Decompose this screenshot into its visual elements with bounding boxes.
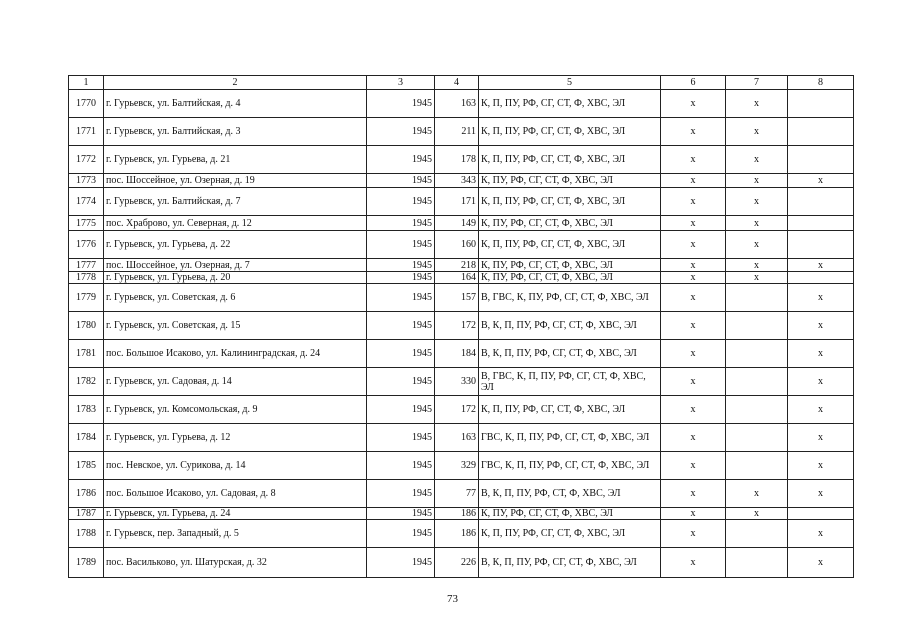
year-cell: 1945 bbox=[367, 259, 435, 272]
mark-col-8: х bbox=[788, 284, 854, 312]
mark-col-7 bbox=[726, 284, 788, 312]
mark-col-8 bbox=[788, 188, 854, 216]
year-cell: 1945 bbox=[367, 146, 435, 174]
year-cell: 1945 bbox=[367, 424, 435, 452]
row-number: 1787 bbox=[69, 508, 104, 520]
mark-col-8: х bbox=[788, 548, 854, 578]
address-cell: пос. Невское, ул. Сурикова, д. 14 bbox=[104, 452, 367, 480]
mark-col-6: х bbox=[661, 312, 726, 340]
area-cell: 218 bbox=[435, 259, 479, 272]
table-row bbox=[69, 508, 854, 520]
column-header: 7 bbox=[726, 76, 788, 90]
column-header: 2 bbox=[104, 76, 367, 90]
systems-cell: ГВС, К, П, ПУ, РФ, СГ, СТ, Ф, ХВС, ЭЛ bbox=[479, 424, 661, 452]
year-cell: 1945 bbox=[367, 312, 435, 340]
row-number: 1775 bbox=[69, 216, 104, 231]
systems-cell: К, П, ПУ, РФ, СГ, СТ, Ф, ХВС, ЭЛ bbox=[479, 146, 661, 174]
table-row bbox=[69, 188, 854, 216]
mark-col-6: х bbox=[661, 284, 726, 312]
address-cell: г. Гурьевск, ул. Гурьева, д. 20 bbox=[104, 272, 367, 284]
year-cell: 1945 bbox=[367, 90, 435, 118]
mark-col-8: х bbox=[788, 340, 854, 368]
area-cell: 330 bbox=[435, 368, 479, 396]
area-cell: 226 bbox=[435, 548, 479, 578]
table-row bbox=[69, 340, 854, 368]
year-cell: 1945 bbox=[367, 480, 435, 508]
mark-col-6: х bbox=[661, 508, 726, 520]
mark-col-8: х bbox=[788, 259, 854, 272]
area-cell: 211 bbox=[435, 118, 479, 146]
mark-col-7: х bbox=[726, 216, 788, 231]
year-cell: 1945 bbox=[367, 118, 435, 146]
systems-cell: К, ПУ, РФ, СГ, СТ, Ф, ХВС, ЭЛ bbox=[479, 216, 661, 231]
systems-cell: В, К, П, ПУ, РФ, СГ, СТ, Ф, ХВС, ЭЛ bbox=[479, 340, 661, 368]
area-cell: 149 bbox=[435, 216, 479, 231]
table-row bbox=[69, 452, 854, 480]
systems-cell: ГВС, К, П, ПУ, РФ, СГ, СТ, Ф, ХВС, ЭЛ bbox=[479, 452, 661, 480]
mark-col-6: х bbox=[661, 231, 726, 259]
row-number: 1789 bbox=[69, 548, 104, 578]
area-cell: 164 bbox=[435, 272, 479, 284]
mark-col-7 bbox=[726, 340, 788, 368]
mark-col-6: х bbox=[661, 272, 726, 284]
mark-col-7 bbox=[726, 548, 788, 578]
address-cell: г. Гурьевск, ул. Гурьева, д. 24 bbox=[104, 508, 367, 520]
mark-col-7 bbox=[726, 520, 788, 548]
mark-col-6: х bbox=[661, 424, 726, 452]
systems-cell: К, П, ПУ, РФ, СГ, СТ, Ф, ХВС, ЭЛ bbox=[479, 231, 661, 259]
row-number: 1773 bbox=[69, 174, 104, 188]
table-row bbox=[69, 424, 854, 452]
systems-cell: К, П, ПУ, РФ, СГ, СТ, Ф, ХВС, ЭЛ bbox=[479, 520, 661, 548]
row-number: 1779 bbox=[69, 284, 104, 312]
area-cell: 329 bbox=[435, 452, 479, 480]
address-cell: г. Гурьевск, ул. Комсомольская, д. 9 bbox=[104, 396, 367, 424]
row-number: 1771 bbox=[69, 118, 104, 146]
area-cell: 157 bbox=[435, 284, 479, 312]
table-header-row bbox=[69, 76, 854, 90]
table-row bbox=[69, 146, 854, 174]
year-cell: 1945 bbox=[367, 396, 435, 424]
area-cell: 184 bbox=[435, 340, 479, 368]
year-cell: 1945 bbox=[367, 508, 435, 520]
address-cell: г. Гурьевск, ул. Балтийская, д. 3 bbox=[104, 118, 367, 146]
column-header: 3 bbox=[367, 76, 435, 90]
mark-col-6: х bbox=[661, 396, 726, 424]
address-cell: г. Гурьевск, ул. Садовая, д. 14 bbox=[104, 368, 367, 396]
mark-col-7: х bbox=[726, 231, 788, 259]
row-number: 1770 bbox=[69, 90, 104, 118]
table-body bbox=[69, 90, 854, 578]
mark-col-8: х bbox=[788, 312, 854, 340]
housing-register-table bbox=[68, 75, 854, 578]
area-cell: 186 bbox=[435, 508, 479, 520]
address-cell: пос. Большое Исаково, ул. Садовая, д. 8 bbox=[104, 480, 367, 508]
mark-col-7: х bbox=[726, 188, 788, 216]
mark-col-7 bbox=[726, 396, 788, 424]
mark-col-6: х bbox=[661, 259, 726, 272]
area-cell: 343 bbox=[435, 174, 479, 188]
column-header: 8 bbox=[788, 76, 854, 90]
mark-col-6: х bbox=[661, 90, 726, 118]
area-cell: 172 bbox=[435, 312, 479, 340]
table-row bbox=[69, 368, 854, 396]
mark-col-8: х bbox=[788, 368, 854, 396]
year-cell: 1945 bbox=[367, 520, 435, 548]
row-number: 1772 bbox=[69, 146, 104, 174]
year-cell: 1945 bbox=[367, 174, 435, 188]
table-row bbox=[69, 231, 854, 259]
table-row bbox=[69, 118, 854, 146]
mark-col-6: х bbox=[661, 480, 726, 508]
address-cell: пос. Шоссейное, ул. Озерная, д. 19 bbox=[104, 174, 367, 188]
address-cell: пос. Шоссейное, ул. Озерная, д. 7 bbox=[104, 259, 367, 272]
mark-col-8 bbox=[788, 272, 854, 284]
address-cell: г. Гурьевск, пер. Западный, д. 5 bbox=[104, 520, 367, 548]
year-cell: 1945 bbox=[367, 231, 435, 259]
mark-col-6: х bbox=[661, 520, 726, 548]
mark-col-7: х bbox=[726, 272, 788, 284]
table-row bbox=[69, 174, 854, 188]
table-row bbox=[69, 284, 854, 312]
mark-col-8 bbox=[788, 231, 854, 259]
row-number: 1778 bbox=[69, 272, 104, 284]
mark-col-6: х bbox=[661, 216, 726, 231]
mark-col-8: х bbox=[788, 174, 854, 188]
area-cell: 178 bbox=[435, 146, 479, 174]
systems-cell: К, П, ПУ, РФ, СГ, СТ, Ф, ХВС, ЭЛ bbox=[479, 118, 661, 146]
row-number: 1774 bbox=[69, 188, 104, 216]
year-cell: 1945 bbox=[367, 188, 435, 216]
area-cell: 172 bbox=[435, 396, 479, 424]
table-row bbox=[69, 272, 854, 284]
row-number: 1780 bbox=[69, 312, 104, 340]
systems-cell: К, ПУ, РФ, СГ, СТ, Ф, ХВС, ЭЛ bbox=[479, 174, 661, 188]
mark-col-8: х bbox=[788, 424, 854, 452]
address-cell: г. Гурьевск, ул. Балтийская, д. 7 bbox=[104, 188, 367, 216]
address-cell: г. Гурьевск, ул. Гурьева, д. 22 bbox=[104, 231, 367, 259]
mark-col-7 bbox=[726, 452, 788, 480]
mark-col-8 bbox=[788, 508, 854, 520]
area-cell: 160 bbox=[435, 231, 479, 259]
area-cell: 163 bbox=[435, 424, 479, 452]
systems-cell: В, К, П, ПУ, РФ, СТ, Ф, ХВС, ЭЛ bbox=[479, 480, 661, 508]
mark-col-7 bbox=[726, 424, 788, 452]
mark-col-6: х bbox=[661, 340, 726, 368]
mark-col-6: х bbox=[661, 548, 726, 578]
address-cell: г. Гурьевск, ул. Гурьева, д. 12 bbox=[104, 424, 367, 452]
mark-col-7: х bbox=[726, 90, 788, 118]
mark-col-6: х bbox=[661, 118, 726, 146]
table-row bbox=[69, 396, 854, 424]
mark-col-7: х bbox=[726, 508, 788, 520]
mark-col-7: х bbox=[726, 174, 788, 188]
year-cell: 1945 bbox=[367, 368, 435, 396]
systems-cell: К, П, ПУ, РФ, СГ, СТ, Ф, ХВС, ЭЛ bbox=[479, 90, 661, 118]
table-row bbox=[69, 480, 854, 508]
year-cell: 1945 bbox=[367, 216, 435, 231]
address-cell: г. Гурьевск, ул. Гурьева, д. 21 bbox=[104, 146, 367, 174]
address-cell: пос. Храброво, ул. Северная, д. 12 bbox=[104, 216, 367, 231]
table-row bbox=[69, 548, 854, 578]
area-cell: 163 bbox=[435, 90, 479, 118]
area-cell: 171 bbox=[435, 188, 479, 216]
mark-col-8: х bbox=[788, 452, 854, 480]
row-number: 1785 bbox=[69, 452, 104, 480]
address-cell: г. Гурьевск, ул. Советская, д. 15 bbox=[104, 312, 367, 340]
mark-col-8: х bbox=[788, 520, 854, 548]
column-header: 6 bbox=[661, 76, 726, 90]
systems-cell: К, П, ПУ, РФ, СГ, СТ, Ф, ХВС, ЭЛ bbox=[479, 188, 661, 216]
systems-cell: В, ГВС, К, П, ПУ, РФ, СГ, СТ, Ф, ХВС, ЭЛ bbox=[479, 368, 661, 396]
mark-col-7: х bbox=[726, 118, 788, 146]
year-cell: 1945 bbox=[367, 548, 435, 578]
mark-col-7 bbox=[726, 368, 788, 396]
mark-col-7: х bbox=[726, 259, 788, 272]
year-cell: 1945 bbox=[367, 272, 435, 284]
table-row bbox=[69, 520, 854, 548]
column-header: 1 bbox=[69, 76, 104, 90]
systems-cell: В, К, П, ПУ, РФ, СГ, СТ, Ф, ХВС, ЭЛ bbox=[479, 312, 661, 340]
row-number: 1786 bbox=[69, 480, 104, 508]
mark-col-8 bbox=[788, 90, 854, 118]
mark-col-6: х bbox=[661, 188, 726, 216]
mark-col-7: х bbox=[726, 146, 788, 174]
mark-col-6: х bbox=[661, 174, 726, 188]
page-number: 73 bbox=[447, 593, 458, 605]
mark-col-7 bbox=[726, 312, 788, 340]
systems-cell: К, ПУ, РФ, СГ, СТ, Ф, ХВС, ЭЛ bbox=[479, 272, 661, 284]
mark-col-8 bbox=[788, 216, 854, 231]
address-cell: пос. Большое Исаково, ул. Калининградская, д. 24 bbox=[104, 340, 367, 368]
area-cell: 186 bbox=[435, 520, 479, 548]
table-row bbox=[69, 312, 854, 340]
table-row bbox=[69, 90, 854, 118]
mark-col-8: х bbox=[788, 480, 854, 508]
row-number: 1777 bbox=[69, 259, 104, 272]
row-number: 1781 bbox=[69, 340, 104, 368]
row-number: 1788 bbox=[69, 520, 104, 548]
column-header: 5 bbox=[479, 76, 661, 90]
systems-cell: К, ПУ, РФ, СГ, СТ, Ф, ХВС, ЭЛ bbox=[479, 508, 661, 520]
column-header: 4 bbox=[435, 76, 479, 90]
address-cell: г. Гурьевск, ул. Балтийская, д. 4 bbox=[104, 90, 367, 118]
address-cell: пос. Васильково, ул. Шатурская, д. 32 bbox=[104, 548, 367, 578]
mark-col-7: х bbox=[726, 480, 788, 508]
mark-col-6: х bbox=[661, 368, 726, 396]
mark-col-6: х bbox=[661, 146, 726, 174]
area-cell: 77 bbox=[435, 480, 479, 508]
mark-col-8: х bbox=[788, 396, 854, 424]
row-number: 1784 bbox=[69, 424, 104, 452]
table-row bbox=[69, 259, 854, 272]
mark-col-8 bbox=[788, 118, 854, 146]
year-cell: 1945 bbox=[367, 340, 435, 368]
year-cell: 1945 bbox=[367, 452, 435, 480]
address-cell: г. Гурьевск, ул. Советская, д. 6 bbox=[104, 284, 367, 312]
mark-col-6: х bbox=[661, 452, 726, 480]
systems-cell: К, П, ПУ, РФ, СГ, СТ, Ф, ХВС, ЭЛ bbox=[479, 396, 661, 424]
row-number: 1776 bbox=[69, 231, 104, 259]
mark-col-8 bbox=[788, 146, 854, 174]
systems-cell: К, ПУ, РФ, СГ, СТ, Ф, ХВС, ЭЛ bbox=[479, 259, 661, 272]
systems-cell: В, ГВС, К, ПУ, РФ, СГ, СТ, Ф, ХВС, ЭЛ bbox=[479, 284, 661, 312]
table-row bbox=[69, 216, 854, 231]
row-number: 1783 bbox=[69, 396, 104, 424]
year-cell: 1945 bbox=[367, 284, 435, 312]
row-number: 1782 bbox=[69, 368, 104, 396]
systems-cell: В, К, П, ПУ, РФ, СГ, СТ, Ф, ХВС, ЭЛ bbox=[479, 548, 661, 578]
